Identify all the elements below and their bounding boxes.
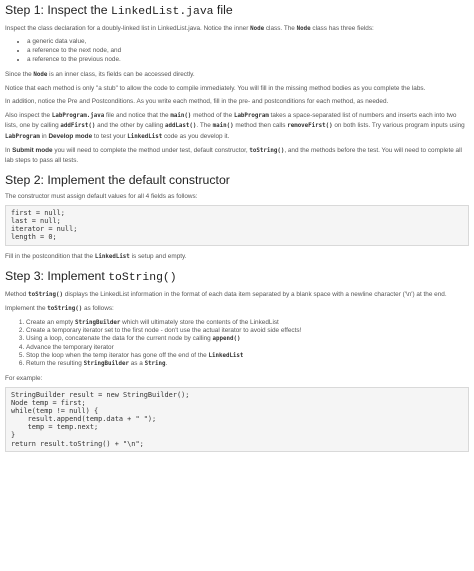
list-item: • a reference to the next node, and [27, 47, 469, 56]
text: is setup and empty. [129, 252, 187, 260]
inline-code: StringBuilder [75, 319, 121, 326]
step3-title-code: toString() [108, 271, 177, 284]
inner-class-note [5, 70, 469, 80]
text: Also inspect the [5, 111, 52, 119]
submit-mode-note [5, 146, 469, 166]
inline-code: LinkedList [127, 133, 163, 140]
step3-title-prefix: Step 3: Implement [5, 268, 109, 283]
node-fields-list [5, 38, 469, 64]
list-item [26, 352, 469, 360]
stub-note: Notice that each method is only "a stub" to allow the code to compile immediately. You will fill in the missing method bodies as you complete the labs. [5, 84, 426, 92]
text: you will need to complete the method under test, default constructor, [52, 146, 250, 154]
inline-code: addLast() [164, 123, 197, 130]
labprogram-note [5, 111, 469, 142]
constructor-code-block: first = null; last = null; iterator = null; length = 0; [5, 205, 469, 245]
step1-title-code: LinkedList.java [110, 6, 214, 18]
text: is an inner class, its fields can be accessed directly. [47, 70, 195, 78]
bold-text: Submit mode [12, 146, 53, 154]
text: class has three fields: [310, 25, 374, 32]
pre-post-note: In addition, notice the Pre and Postconditions. As you write each method, fill in the pre- and postconditions for each method, as needed. [5, 98, 389, 106]
list-item: • a reference to the previous node. [27, 56, 469, 65]
list-item [26, 327, 469, 335]
text: Using a loop, concatenate the data for the current node by calling [26, 335, 213, 343]
inline-code: toString() [47, 306, 83, 313]
list-item [26, 319, 469, 327]
text: Create an empty [26, 318, 76, 326]
inline-code: LabProgram [233, 112, 269, 119]
text: displays the LinkedList information in the format of each data item separated by a blank space with a newline character ('\n') at the end. [63, 290, 447, 298]
step1-heading [5, 3, 469, 20]
text: as follows: [82, 305, 114, 313]
inline-code: append() [212, 336, 241, 343]
step1-intro [5, 24, 469, 34]
text: to test your [92, 132, 128, 140]
text: Inspect the class declaration for a doubly-linked list in LinkedList.java. Notice the inner [5, 25, 251, 32]
inline-code: main() [170, 112, 192, 119]
list-item [26, 344, 469, 352]
text: Implement the [5, 305, 48, 313]
postcondition-note [5, 252, 469, 262]
text: which will ultimately store the contents of the LinkedList [120, 318, 279, 326]
text: file and notice that the [104, 111, 171, 119]
inline-code: main() [212, 123, 234, 130]
list-item [26, 335, 469, 343]
text: and the other by calling [95, 122, 165, 130]
text: Fill in the postcondition that the [5, 252, 95, 260]
text: as a [128, 360, 145, 368]
text: Stop the loop when the temp iterator has gone off the end of the [26, 351, 209, 359]
text: method then calls [233, 122, 288, 130]
text: in [39, 132, 49, 140]
inline-code: String [144, 361, 166, 368]
bold-text: Develop mode [48, 132, 93, 140]
inline-code: Node [296, 26, 311, 32]
example-label: For example: [5, 374, 43, 382]
inline-code: addFirst() [60, 123, 96, 130]
inline-code: toString() [28, 291, 63, 298]
tostring-steps-list [5, 319, 469, 369]
inline-code: StringBuilder [83, 361, 129, 368]
step1-title-suffix: file [213, 3, 233, 17]
inline-code: LinkedList [208, 352, 244, 359]
text: takes a space-separated list of numbers and inserts each into two lists, one by calling [5, 111, 457, 130]
inline-code: Node [33, 71, 48, 78]
tostring-description [5, 290, 469, 300]
inline-code: LabProgram [5, 133, 40, 140]
text: , and the methods before the test. You will need to complete all lab steps to pass all tests. [5, 146, 462, 165]
inline-code: removeFirst() [287, 123, 333, 130]
text: method of the [191, 111, 234, 119]
text: Advance the temporary iterator [26, 343, 114, 351]
text: Since the [5, 70, 34, 78]
text: Create a temporary iterator set to the first node - don't use the actual iterator to avoid side effects! [26, 327, 302, 335]
step2-heading: Step 2: Implement the default constructor [5, 172, 230, 187]
inline-code: toString() [249, 147, 285, 154]
list-item: • a generic data value, [27, 38, 469, 47]
list-item [26, 360, 469, 368]
text: . The [196, 122, 213, 130]
inline-code: Node [250, 26, 265, 32]
text: class. The [264, 25, 297, 32]
inline-code: LinkedList [94, 253, 130, 260]
text: Method [5, 290, 29, 298]
text: on both lists. Try various program inputs using [332, 122, 465, 130]
implement-intro [5, 304, 469, 314]
text: code as you develop it. [162, 132, 230, 140]
text: Return the resulting [26, 360, 84, 368]
text: . [165, 360, 168, 368]
inline-code: LabProgram.java [51, 112, 105, 119]
tostring-code-block: StringBuilder result = new StringBuilder(); Node temp = first; while(temp != null) { result.append(temp.data + " "); temp = temp.next; } return result.toString() + "\n"; [5, 387, 469, 452]
step1-title-prefix: Step 1: Inspect the [5, 3, 111, 17]
text: In [5, 146, 13, 154]
constructor-intro: The constructor must assign default values for all 4 fields as follows: [5, 192, 198, 200]
step3-heading [5, 269, 469, 286]
